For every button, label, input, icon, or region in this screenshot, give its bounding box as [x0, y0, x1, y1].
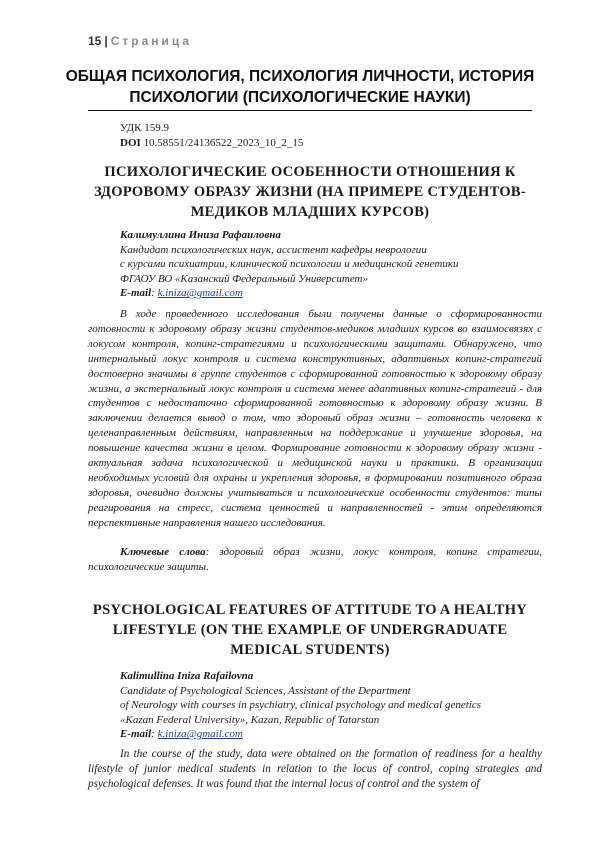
en-affiliation-line-3: «Kazan Federal University», Kazan, Republic of Tatarstan [120, 713, 380, 726]
doi-label: DOI [120, 137, 141, 149]
doi-line [120, 136, 303, 151]
en-email-label: E-mail [120, 728, 152, 741]
ru-keywords-text: здоровый образ жизни, локус контроля, копинг стратегии, психологические защиты. [88, 546, 542, 573]
en-author-name: Kalimullina Iniza Rafailovna [120, 670, 254, 682]
en-affiliation-line-1: Candidate of Psychological Sciences, Assistant of the Department [120, 684, 411, 697]
ru-author-block [120, 228, 550, 301]
section-rule [88, 110, 532, 111]
section-title: ОБЩАЯ ПСИХОЛОГИЯ, ПСИХОЛОГИЯ ЛИЧНОСТИ, ИСТОРИЯ ПСИХОЛОГИИ (ПСИХОЛОГИЧЕСКИЕ НАУКИ) [65, 68, 535, 106]
ru-abstract: В ходе проведенного исследования были получены данные о сформированности готовности к здоровому образу жизни студентов-медиков младших курсов во взаимосвязях с локусом контроля, копинг-стратегиями и психологическими защитами. Обнаружено, что интернальный локус контроля и система конструктивных, адаптивных копинг-стратегий достоверно значимы в группе студентов с сформированной готовностью к здоровому образу жизни, а экстернальный локус контроля и система менее адаптивных копинг-стратегий - для студентов с недостаточно сформированной готовностью к здоровому образу жизни. В заключении делается вывод о том, что здоровый образ жизни – готовность человека к целенаправленным действиям, направленным на поддержание и улучшение здоровья, на повышение качества жизни в целом. Формирование готовности к здоровому образу жизни - актуальная задача психологической и медицинской науки и практики. В организации необходимых условий для охраны и укрепления здоровья, в формировании позитивного образа здоровья, очевидно должны учитываться и психологические особенности студентов: типы реагирования на стресс, система ценностей и направленностей - этим определяются перспективные направления нашего исследования. [88, 308, 542, 529]
ru-affiliation-line-2: с курсами психиатрии, клинической психологии и медицинской генетики [120, 258, 459, 271]
ru-author-name: Калимуллина Иниза Рафаиловна [120, 229, 281, 241]
ru-email-label: E-mail [120, 287, 152, 300]
header-separator: | [104, 34, 108, 48]
ru-affiliation-line-1: Кандидат психологических наук, ассистент кафедры неврологии [120, 243, 427, 256]
ru-email-line: E-mail: k.iniza@gmail.com [120, 287, 243, 300]
ru-keywords-label: Ключевые слова [120, 546, 206, 558]
ru-affiliation-line-3: ФГАОУ ВО «Казанский Федеральный Университет» [120, 272, 369, 285]
page-word: Страница [110, 34, 193, 48]
ru-email-link[interactable]: k.iniza@gmail.com [157, 287, 243, 300]
udk-code: УДК 159.9 [120, 122, 170, 134]
en-email-line: E-mail: k.iniza@gmail.com [120, 728, 243, 741]
page-number: 15 [88, 34, 102, 48]
page-header [88, 34, 192, 48]
ru-keywords: Ключевые слова: здоровый образ жизни, локус контроля, копинг стратегии, психологические защиты. [88, 546, 542, 573]
en-affiliation-line-2: of Neurology with courses in psychiatry, clinical psychology and medical genetics [120, 699, 481, 712]
doi-value: 10.58551/24136522_2023_10_2_15 [143, 137, 304, 149]
en-email-link[interactable]: k.iniza@gmail.com [157, 728, 243, 741]
en-author-block [120, 669, 550, 742]
ru-article-title: ПСИХОЛОГИЧЕСКИЕ ОСОБЕННОСТИ ОТНОШЕНИЯ К ЗДОРОВОМУ ОБРАЗУ ЖИЗНИ (НА ПРИМЕРЕ СТУДЕНТОВ-МЕДИКОВ МЛАДШИХ КУРСОВ) [93, 164, 527, 220]
en-abstract: In the course of the study, data were obtained on the formation of readiness for a healthy lifestyle of junior medical students in relation to the locus of control, coping strategies and psychological defenses. It was found that the internal locus of control and the system of [88, 748, 542, 791]
en-article-title: PSYCHOLOGICAL FEATURES OF ATTITUDE TO A HEALTHY LIFESTYLE (ON THE EXAMPLE OF UNDERGRADUATE MEDICAL STUDENTS) [92, 602, 528, 658]
